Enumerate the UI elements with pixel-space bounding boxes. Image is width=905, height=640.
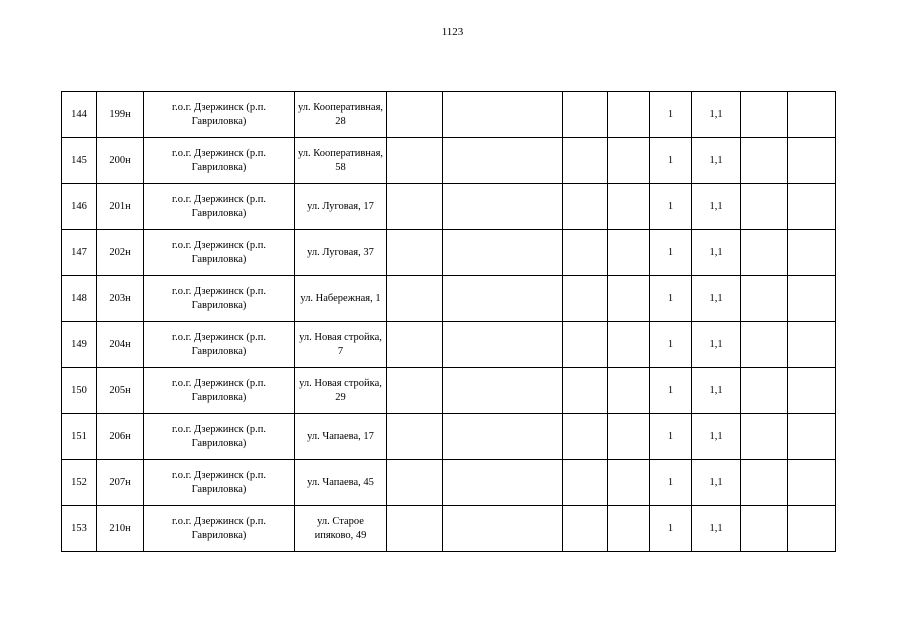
table-row [62,414,836,460]
code-cell: 205н [97,368,144,414]
empty-cell [788,322,836,368]
empty-cell [608,368,650,414]
row-number-cell: 145 [62,138,97,184]
empty-cell [741,506,788,552]
table-row [62,460,836,506]
empty-cell [788,92,836,138]
empty-cell [563,138,608,184]
empty-cell [443,414,563,460]
address-cell: ул. Новая стройка, 29 [295,368,387,414]
empty-cell [788,230,836,276]
quantity-cell: 1 [650,276,692,322]
address-cell: ул. Кооперативная, 28 [295,92,387,138]
empty-cell [443,138,563,184]
empty-cell [387,368,443,414]
locality-cell: г.о.г. Дзержинск (р.п. Гавриловка) [144,460,295,506]
quantity-cell: 1 [650,506,692,552]
empty-cell [608,414,650,460]
empty-cell [788,276,836,322]
address-cell: ул. Луговая, 17 [295,184,387,230]
value-cell: 1,1 [692,138,741,184]
locality-cell: г.о.г. Дзержинск (р.п. Гавриловка) [144,276,295,322]
quantity-cell: 1 [650,138,692,184]
empty-cell [741,368,788,414]
empty-cell [563,230,608,276]
quantity-cell: 1 [650,368,692,414]
locality-cell: г.о.г. Дзержинск (р.п. Гавриловка) [144,414,295,460]
empty-cell [443,184,563,230]
quantity-cell: 1 [650,184,692,230]
locality-cell: г.о.г. Дзержинск (р.п. Гавриловка) [144,184,295,230]
value-cell: 1,1 [692,460,741,506]
empty-cell [443,506,563,552]
empty-cell [741,92,788,138]
table-row [62,368,836,414]
empty-cell [788,368,836,414]
code-cell: 207н [97,460,144,506]
empty-cell [608,460,650,506]
empty-cell [788,506,836,552]
empty-cell [563,506,608,552]
code-cell: 203н [97,276,144,322]
table-row [62,506,836,552]
empty-cell [788,138,836,184]
table-row [62,138,836,184]
empty-cell [741,184,788,230]
empty-cell [563,368,608,414]
address-cell: ул. Чапаева, 17 [295,414,387,460]
locality-cell: г.о.г. Дзержинск (р.п. Гавриловка) [144,322,295,368]
address-cell: ул. Новая стройка, 7 [295,322,387,368]
locality-cell: г.о.г. Дзержинск (р.п. Гавриловка) [144,92,295,138]
empty-cell [387,230,443,276]
value-cell: 1,1 [692,322,741,368]
row-number-cell: 148 [62,276,97,322]
empty-cell [387,414,443,460]
empty-cell [788,414,836,460]
empty-cell [608,506,650,552]
value-cell: 1,1 [692,92,741,138]
address-cell: ул. Луговая, 37 [295,230,387,276]
quantity-cell: 1 [650,414,692,460]
code-cell: 206н [97,414,144,460]
row-number-cell: 149 [62,322,97,368]
row-number-cell: 144 [62,92,97,138]
locality-cell: г.о.г. Дзержинск (р.п. Гавриловка) [144,138,295,184]
code-cell: 202н [97,230,144,276]
locality-cell: г.о.г. Дзержинск (р.п. Гавриловка) [144,368,295,414]
empty-cell [387,276,443,322]
address-cell: ул. Чапаева, 45 [295,460,387,506]
empty-cell [563,184,608,230]
row-number-cell: 146 [62,184,97,230]
empty-cell [608,230,650,276]
empty-cell [387,506,443,552]
table-row [62,322,836,368]
empty-cell [741,460,788,506]
quantity-cell: 1 [650,92,692,138]
locality-cell: г.о.г. Дзержинск (р.п. Гавриловка) [144,506,295,552]
table-row [62,184,836,230]
empty-cell [387,460,443,506]
empty-cell [443,230,563,276]
code-cell: 200н [97,138,144,184]
empty-cell [443,460,563,506]
table-row [62,230,836,276]
row-number-cell: 150 [62,368,97,414]
empty-cell [608,276,650,322]
value-cell: 1,1 [692,414,741,460]
empty-cell [741,276,788,322]
empty-cell [387,138,443,184]
empty-cell [387,92,443,138]
empty-cell [563,414,608,460]
empty-cell [608,138,650,184]
registry-table [61,91,836,552]
empty-cell [741,230,788,276]
row-number-cell: 152 [62,460,97,506]
row-number-cell: 147 [62,230,97,276]
empty-cell [741,138,788,184]
row-number-cell: 153 [62,506,97,552]
empty-cell [741,322,788,368]
empty-cell [443,92,563,138]
address-cell: ул. Кооперативная, 58 [295,138,387,184]
value-cell: 1,1 [692,184,741,230]
empty-cell [443,368,563,414]
table-row [62,92,836,138]
empty-cell [387,322,443,368]
code-cell: 201н [97,184,144,230]
code-cell: 210н [97,506,144,552]
quantity-cell: 1 [650,322,692,368]
empty-cell [443,276,563,322]
empty-cell [788,460,836,506]
row-number-cell: 151 [62,414,97,460]
value-cell: 1,1 [692,368,741,414]
empty-cell [563,276,608,322]
value-cell: 1,1 [692,506,741,552]
table-row [62,276,836,322]
value-cell: 1,1 [692,230,741,276]
empty-cell [608,322,650,368]
quantity-cell: 1 [650,460,692,506]
quantity-cell: 1 [650,230,692,276]
empty-cell [788,184,836,230]
empty-cell [443,322,563,368]
empty-cell [563,460,608,506]
address-cell: ул. Старое ипяково, 49 [295,506,387,552]
locality-cell: г.о.г. Дзержинск (р.п. Гавриловка) [144,230,295,276]
empty-cell [563,322,608,368]
code-cell: 204н [97,322,144,368]
empty-cell [741,414,788,460]
address-cell: ул. Набережная, 1 [295,276,387,322]
empty-cell [387,184,443,230]
empty-cell [608,184,650,230]
page-number: 1123 [441,26,464,38]
value-cell: 1,1 [692,276,741,322]
code-cell: 199н [97,92,144,138]
empty-cell [563,92,608,138]
empty-cell [608,92,650,138]
